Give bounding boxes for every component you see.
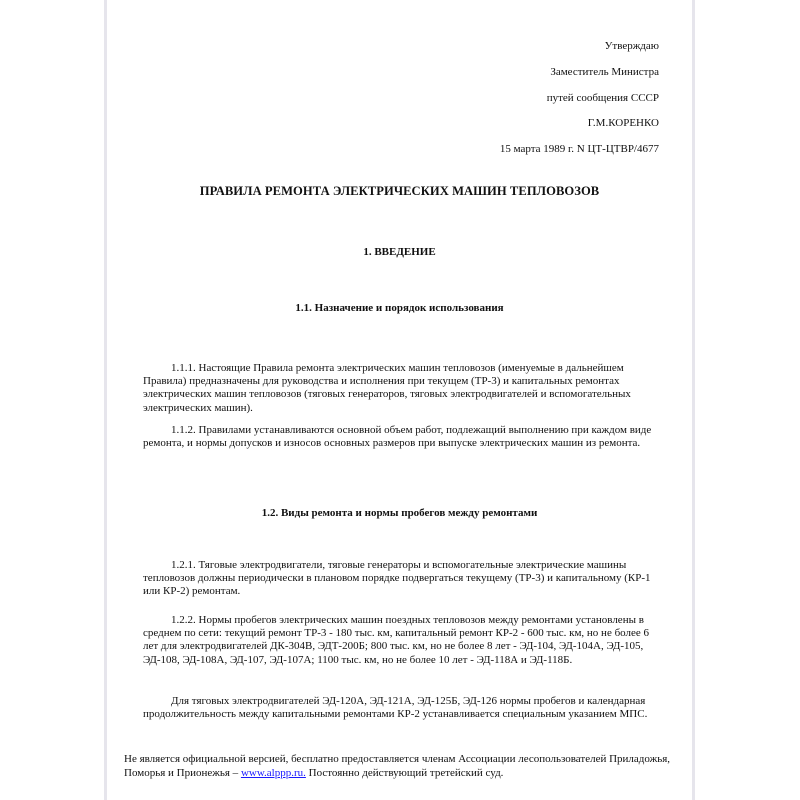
paragraph: 1.1.1. Настоящие Правила ремонта электрических машин тепловозов (именуемые в дальнейшем Правила) предназначены для руководства и исполнения при текущем (ТР-3) и капитальных ремонтах электрических машин тепловозов (тяговых генераторов, тяговых электродвигателей и вспомогательных электрических машин). [143, 362, 631, 414]
document-title: ПРАВИЛА РЕМОНТА ЭЛЕКТРИЧЕСКИХ МАШИН ТЕПЛОВОЗОВ [199, 184, 600, 198]
website-link[interactable]: www.alppp.ru. [240, 766, 306, 779]
approval-line: путей сообщения СССР [546, 91, 659, 104]
footer-text: Не является официальной версией, бесплатно предоставляется членам Ассоциации лесопользователей Приладожья, Поморья и Прионежья – [124, 753, 671, 779]
approval-line: 15 марта 1989 г. N ЦТ-ЦТВР/4677 [499, 143, 659, 156]
subsection-heading: 1.2. Виды ремонта и нормы пробегов между ремонтами [261, 507, 538, 519]
paragraph: 1.2.1. Тяговые электродвигатели, тяговые генераторы и вспомогательные электрические машины тепловозов должны периодически в плановом порядке подвергаться текущему (ТР-3) и капитальному (КР-1 или КР-2) ремонтам. [143, 559, 651, 598]
footer-notice [124, 753, 694, 780]
approval-line: Утверждаю [604, 40, 659, 52]
approval-block [500, 38, 659, 167]
document-page [107, 0, 692, 800]
page-right-edge [692, 0, 695, 800]
footer-text: Постоянно действующий третейский суд. [305, 766, 504, 779]
subsection-heading: 1.1. Назначение и порядок использования [295, 302, 504, 314]
section-heading: 1. ВВЕДЕНИЕ [363, 246, 436, 258]
approval-line: Г.М.КОРЕНКО [587, 117, 659, 130]
paragraph: 1.2.2. Нормы пробегов электрических машин поездных тепловозов между ремонтами установлены в среднем по сети: текущий ремонт ТР-3 - 180 тыс. км, капитальный ремонт КР-2 - 600 тыс. км, но не более 6 лет для электродвигателей ДК-304В, ЭДТ-200Б; 800 тыс. км, но не более 8 лет - ЭД-104, ЭД-104А, ЭД-105, ЭД-108, ЭД-108А, ЭД-107, ЭД-107А; 1100 тыс. км, но не более 10 лет - ЭД-118А и ЭД-118Б. [143, 614, 650, 666]
approval-line: Заместитель Министра [550, 65, 659, 78]
paragraph: 1.1.2. Правилами устанавливаются основной объем работ, подлежащий выполнению при каждом виде ремонта, и нормы допусков и износов основных размеров при выпуске электрических машин из ремонта. [143, 424, 652, 450]
paragraph: Для тяговых электродвигателей ЭД-120А, ЭД-121А, ЭД-125Б, ЭД-126 нормы пробегов и календарная продолжительность между капитальными ремонтами КР-2 устанавливается специальным указанием МПС. [143, 695, 648, 721]
